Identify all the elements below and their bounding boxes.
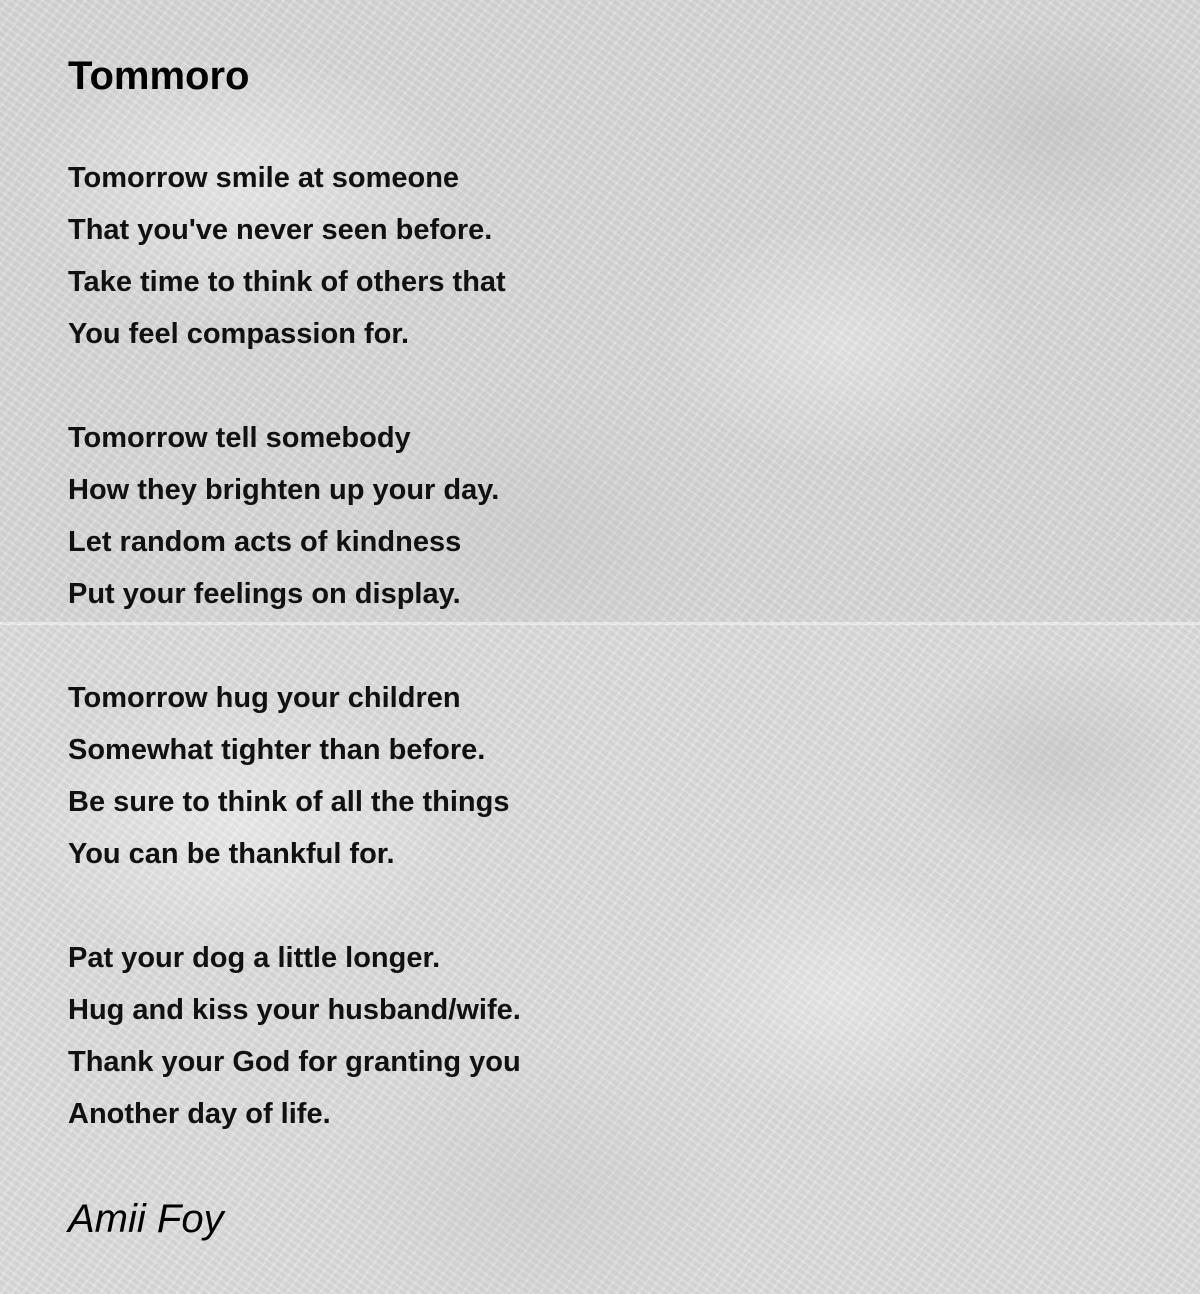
stanza	[68, 412, 521, 620]
stanza	[68, 672, 521, 880]
poem-line: Take time to think of others that	[68, 266, 506, 298]
poem-author: Amii Foy	[68, 1197, 224, 1241]
poem-line: Another day of life.	[68, 1098, 331, 1130]
poem-line: You feel compassion for.	[68, 318, 410, 350]
stanza	[68, 932, 521, 1140]
poem-line: Pat your dog a little longer.	[68, 942, 441, 974]
poem-line: Let random acts of kindness	[68, 526, 462, 558]
stanza	[68, 152, 521, 360]
poem-line: Tomorrow hug your children	[68, 682, 461, 714]
poem-line: Tomorrow smile at someone	[68, 162, 460, 194]
poem-line: Be sure to think of all the things	[68, 786, 510, 818]
poem-line: That you've never seen before.	[68, 214, 493, 246]
poem-body	[68, 152, 521, 1192]
poem-line: Tomorrow tell somebody	[68, 422, 411, 454]
poem-line: How they brighten up your day.	[68, 474, 500, 506]
poem-line: Hug and kiss your husband/wife.	[68, 994, 521, 1026]
poem-line: Somewhat tighter than before.	[68, 734, 486, 766]
poem-title: Tommoro	[68, 54, 250, 98]
poem-line: You can be thankful for.	[68, 838, 395, 870]
poem-line: Thank your God for granting you	[68, 1046, 521, 1078]
poem-line: Put your feelings on display.	[68, 578, 461, 610]
